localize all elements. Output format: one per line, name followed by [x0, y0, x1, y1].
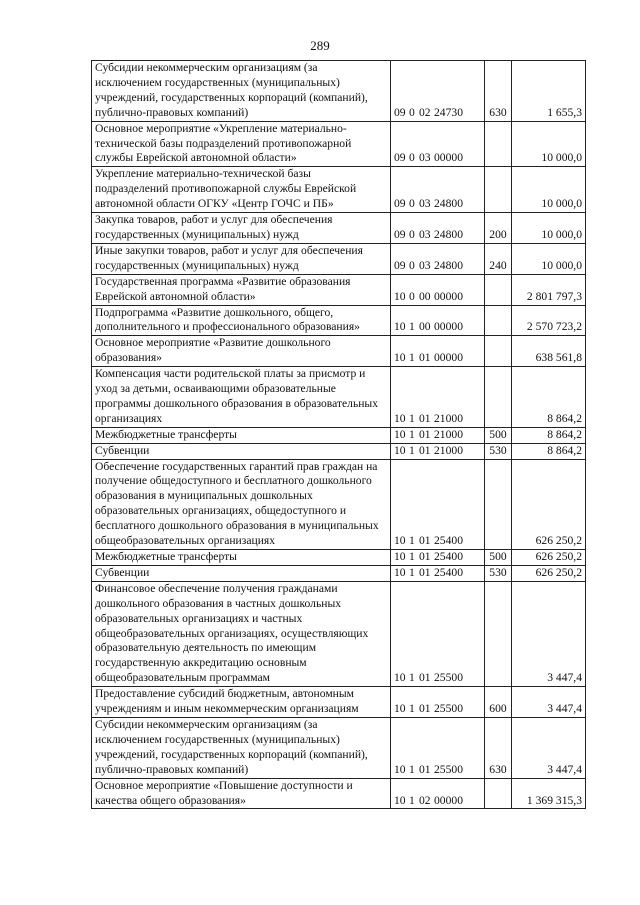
expense-name-cell: Межбюджетные трансферты — [92, 550, 391, 566]
code-part: 24800 — [434, 197, 463, 211]
table-row — [92, 443, 586, 459]
amount-cell: 626 250,2 — [512, 550, 586, 566]
amount-cell: 3 447,4 — [512, 717, 586, 778]
code-part: 00000 — [434, 351, 463, 365]
target-article-code-cell — [391, 61, 485, 122]
table-row — [92, 167, 586, 213]
expense-type-cell — [485, 459, 512, 549]
target-article-code-cell — [391, 213, 485, 244]
code-part: 00000 — [434, 793, 463, 807]
code-part: 01 — [419, 550, 431, 563]
code-part: 0 — [409, 105, 415, 119]
expense-name-cell: Субсидии некоммерческим организациям (за исключением государственных (муниципальных) учреждений, государственных корпораций (компаний), публично-правовых компаний) — [92, 61, 391, 122]
code-part: 25400 — [434, 565, 463, 579]
table-row — [92, 565, 586, 581]
target-article-code-cell — [391, 427, 485, 443]
code-part: 00 — [419, 320, 431, 334]
code-part: 00000 — [434, 320, 463, 334]
expense-type-cell — [485, 121, 512, 167]
table-row — [92, 427, 586, 443]
amount-cell: 8 864,2 — [512, 427, 586, 443]
code-part: 10 — [394, 351, 406, 365]
amount-cell: 10 000,0 — [512, 167, 586, 213]
code-part: 1 — [409, 320, 415, 334]
table-row — [92, 336, 586, 367]
target-article-code-cell — [391, 581, 485, 686]
expense-name-cell: Финансовое обеспечение получения гражданами дошкольного образования в частных дошкольных образовательных организациях и частных общеобразовательных организациях, осуществляющих образовательную деятельность по имеющим государственную аккредитацию основным общеобразовательным программам — [92, 581, 391, 686]
target-article-code-cell — [391, 687, 485, 718]
code-part: 0 — [409, 258, 415, 272]
code-part: 09 — [394, 151, 406, 165]
code-part: 10 — [394, 443, 406, 457]
expense-type-cell: 600 — [485, 687, 512, 718]
code-part: 1 — [409, 443, 415, 457]
code-part: 1 — [409, 793, 415, 807]
code-part: 1 — [409, 671, 415, 685]
code-part: 1 — [409, 411, 415, 425]
code-part: 09 — [394, 197, 406, 211]
code-part: 02 — [419, 793, 431, 807]
expense-type-cell — [485, 305, 512, 336]
table-row — [92, 581, 586, 686]
code-part: 10 — [394, 550, 406, 563]
code-part: 03 — [419, 258, 431, 272]
table-row — [92, 687, 586, 718]
table-row — [92, 778, 586, 809]
target-article-code-cell — [391, 717, 485, 778]
code-part: 01 — [419, 427, 431, 441]
expense-name-cell: Государственная программа «Развитие образования Еврейской автономной области» — [92, 274, 391, 305]
code-part: 0 — [409, 227, 415, 241]
table-row — [92, 213, 586, 244]
code-part: 09 — [394, 227, 406, 241]
expense-type-cell: 530 — [485, 565, 512, 581]
expense-type-cell — [485, 581, 512, 686]
code-part: 10 — [394, 565, 406, 579]
table-row — [92, 459, 586, 549]
code-part: 09 — [394, 258, 406, 272]
target-article-code-cell — [391, 243, 485, 274]
table-row — [92, 243, 586, 274]
target-article-code-cell — [391, 336, 485, 367]
code-part: 00000 — [434, 289, 463, 303]
code-part: 25500 — [434, 671, 463, 685]
target-article-code-cell — [391, 167, 485, 213]
amount-cell: 8 864,2 — [512, 443, 586, 459]
code-part: 01 — [419, 702, 431, 716]
target-article-code-cell — [391, 565, 485, 581]
code-part: 03 — [419, 151, 431, 165]
code-part: 25500 — [434, 702, 463, 716]
code-part: 1 — [409, 702, 415, 716]
target-article-code-cell — [391, 274, 485, 305]
amount-cell: 626 250,2 — [512, 459, 586, 549]
code-part: 10 — [394, 411, 406, 425]
code-part: 24730 — [434, 105, 463, 119]
code-part: 0 — [409, 151, 415, 165]
expense-name-cell: Подпрограмма «Развитие дошкольного, общего, дополнительного и профессионального образования» — [92, 305, 391, 336]
expense-name-cell: Субвенции — [92, 443, 391, 459]
code-part: 0 — [409, 197, 415, 211]
expense-type-cell — [485, 167, 512, 213]
budget-table-body — [92, 61, 586, 809]
code-part: 10 — [394, 427, 406, 441]
code-part: 24800 — [434, 227, 463, 241]
code-part: 00 — [419, 289, 431, 303]
code-part: 10 — [394, 793, 406, 807]
page-number: 289 — [310, 38, 330, 53]
amount-cell: 626 250,2 — [512, 565, 586, 581]
amount-cell: 3 447,4 — [512, 687, 586, 718]
expense-name-cell: Основное мероприятие «Повышение доступности и качества общего образования» — [92, 778, 391, 809]
table-row — [92, 61, 586, 122]
code-part: 21000 — [434, 443, 463, 457]
code-part: 01 — [419, 565, 431, 579]
budget-table — [91, 60, 586, 809]
code-part: 10 — [394, 534, 406, 548]
expense-name-cell: Основное мероприятие «Развитие дошкольного образования» — [92, 336, 391, 367]
target-article-code-cell — [391, 778, 485, 809]
target-article-code-cell — [391, 459, 485, 549]
amount-cell: 2 570 723,2 — [512, 305, 586, 336]
code-part: 1 — [409, 565, 415, 579]
expense-name-cell: Закупка товаров, работ и услуг для обеспечения государственных (муниципальных) нужд — [92, 213, 391, 244]
expense-name-cell: Обеспечение государственных гарантий прав граждан на получение общедоступного и бесплатного дошкольного образования в муниципальных дошкольных образовательных организациях, общедоступного и бесплатного дошкольного образования в муниципальных общеобразовательных организациях — [92, 459, 391, 549]
expense-type-cell: 630 — [485, 717, 512, 778]
code-part: 25500 — [434, 762, 463, 776]
code-part: 1 — [409, 351, 415, 365]
expense-type-cell — [485, 367, 512, 428]
code-part: 00000 — [434, 151, 463, 165]
expense-name-cell: Укрепление материально-технической базы подразделений противопожарной службы Еврейской автономной области ОГКУ «Центр ГОЧС и ПБ» — [92, 167, 391, 213]
code-part: 03 — [419, 227, 431, 241]
code-part: 10 — [394, 289, 406, 303]
code-part: 03 — [419, 197, 431, 211]
target-article-code-cell — [391, 550, 485, 566]
code-part: 09 — [394, 105, 406, 119]
target-article-code-cell — [391, 443, 485, 459]
expense-type-cell — [485, 336, 512, 367]
target-article-code-cell — [391, 367, 485, 428]
code-part: 02 — [419, 105, 431, 119]
amount-cell: 10 000,0 — [512, 213, 586, 244]
table-row — [92, 367, 586, 428]
expense-name-cell: Субвенции — [92, 565, 391, 581]
code-part: 24800 — [434, 258, 463, 272]
amount-cell: 3 447,4 — [512, 581, 586, 686]
code-part: 01 — [419, 411, 431, 425]
amount-cell: 638 561,8 — [512, 336, 586, 367]
code-part: 1 — [409, 534, 415, 548]
target-article-code-cell — [391, 121, 485, 167]
code-part: 01 — [419, 443, 431, 457]
target-article-code-cell — [391, 305, 485, 336]
code-part: 01 — [419, 534, 431, 548]
code-part: 25400 — [434, 550, 463, 563]
expense-name-cell: Межбюджетные трансферты — [92, 427, 391, 443]
expense-type-cell: 530 — [485, 443, 512, 459]
code-part: 0 — [409, 289, 415, 303]
expense-type-cell: 240 — [485, 243, 512, 274]
code-part: 10 — [394, 320, 406, 334]
expense-name-cell: Компенсация части родительской платы за присмотр и уход за детьми, осваивающими образовательные программы дошкольного образования в образовательных организациях — [92, 367, 391, 428]
table-row — [92, 121, 586, 167]
table-row — [92, 305, 586, 336]
expense-name-cell: Основное мероприятие «Укрепление материально-технической базы подразделений противопожарной службы Еврейской автономной области» — [92, 121, 391, 167]
table-row — [92, 717, 586, 778]
amount-cell: 1 655,3 — [512, 61, 586, 122]
code-part: 1 — [409, 427, 415, 441]
code-part: 10 — [394, 702, 406, 716]
code-part: 10 — [394, 762, 406, 776]
amount-cell: 10 000,0 — [512, 121, 586, 167]
code-part: 01 — [419, 351, 431, 365]
amount-cell: 2 801 797,3 — [512, 274, 586, 305]
expense-name-cell: Субсидии некоммерческим организациям (за исключением государственных (муниципальных) учреждений, государственных корпораций (компаний), публично-правовых компаний) — [92, 717, 391, 778]
code-part: 01 — [419, 762, 431, 776]
expense-type-cell — [485, 274, 512, 305]
code-part: 25400 — [434, 534, 463, 548]
expense-type-cell — [485, 778, 512, 809]
expense-type-cell: 200 — [485, 213, 512, 244]
expense-name-cell: Иные закупки товаров, работ и услуг для обеспечения государственных (муниципальных) нужд — [92, 243, 391, 274]
code-part: 10 — [394, 671, 406, 685]
code-part: 21000 — [434, 427, 463, 441]
expense-type-cell: 500 — [485, 427, 512, 443]
code-part: 1 — [409, 550, 415, 563]
expense-name-cell: Предоставление субсидий бюджетным, автономным учреждениям и иным некоммерческим организациям — [92, 687, 391, 718]
expense-type-cell: 500 — [485, 550, 512, 566]
amount-cell: 10 000,0 — [512, 243, 586, 274]
code-part: 01 — [419, 671, 431, 685]
table-row — [92, 550, 586, 566]
code-part: 21000 — [434, 411, 463, 425]
table-row — [92, 274, 586, 305]
amount-cell: 8 864,2 — [512, 367, 586, 428]
amount-cell: 1 369 315,3 — [512, 778, 586, 809]
expense-type-cell: 630 — [485, 61, 512, 122]
code-part: 1 — [409, 762, 415, 776]
